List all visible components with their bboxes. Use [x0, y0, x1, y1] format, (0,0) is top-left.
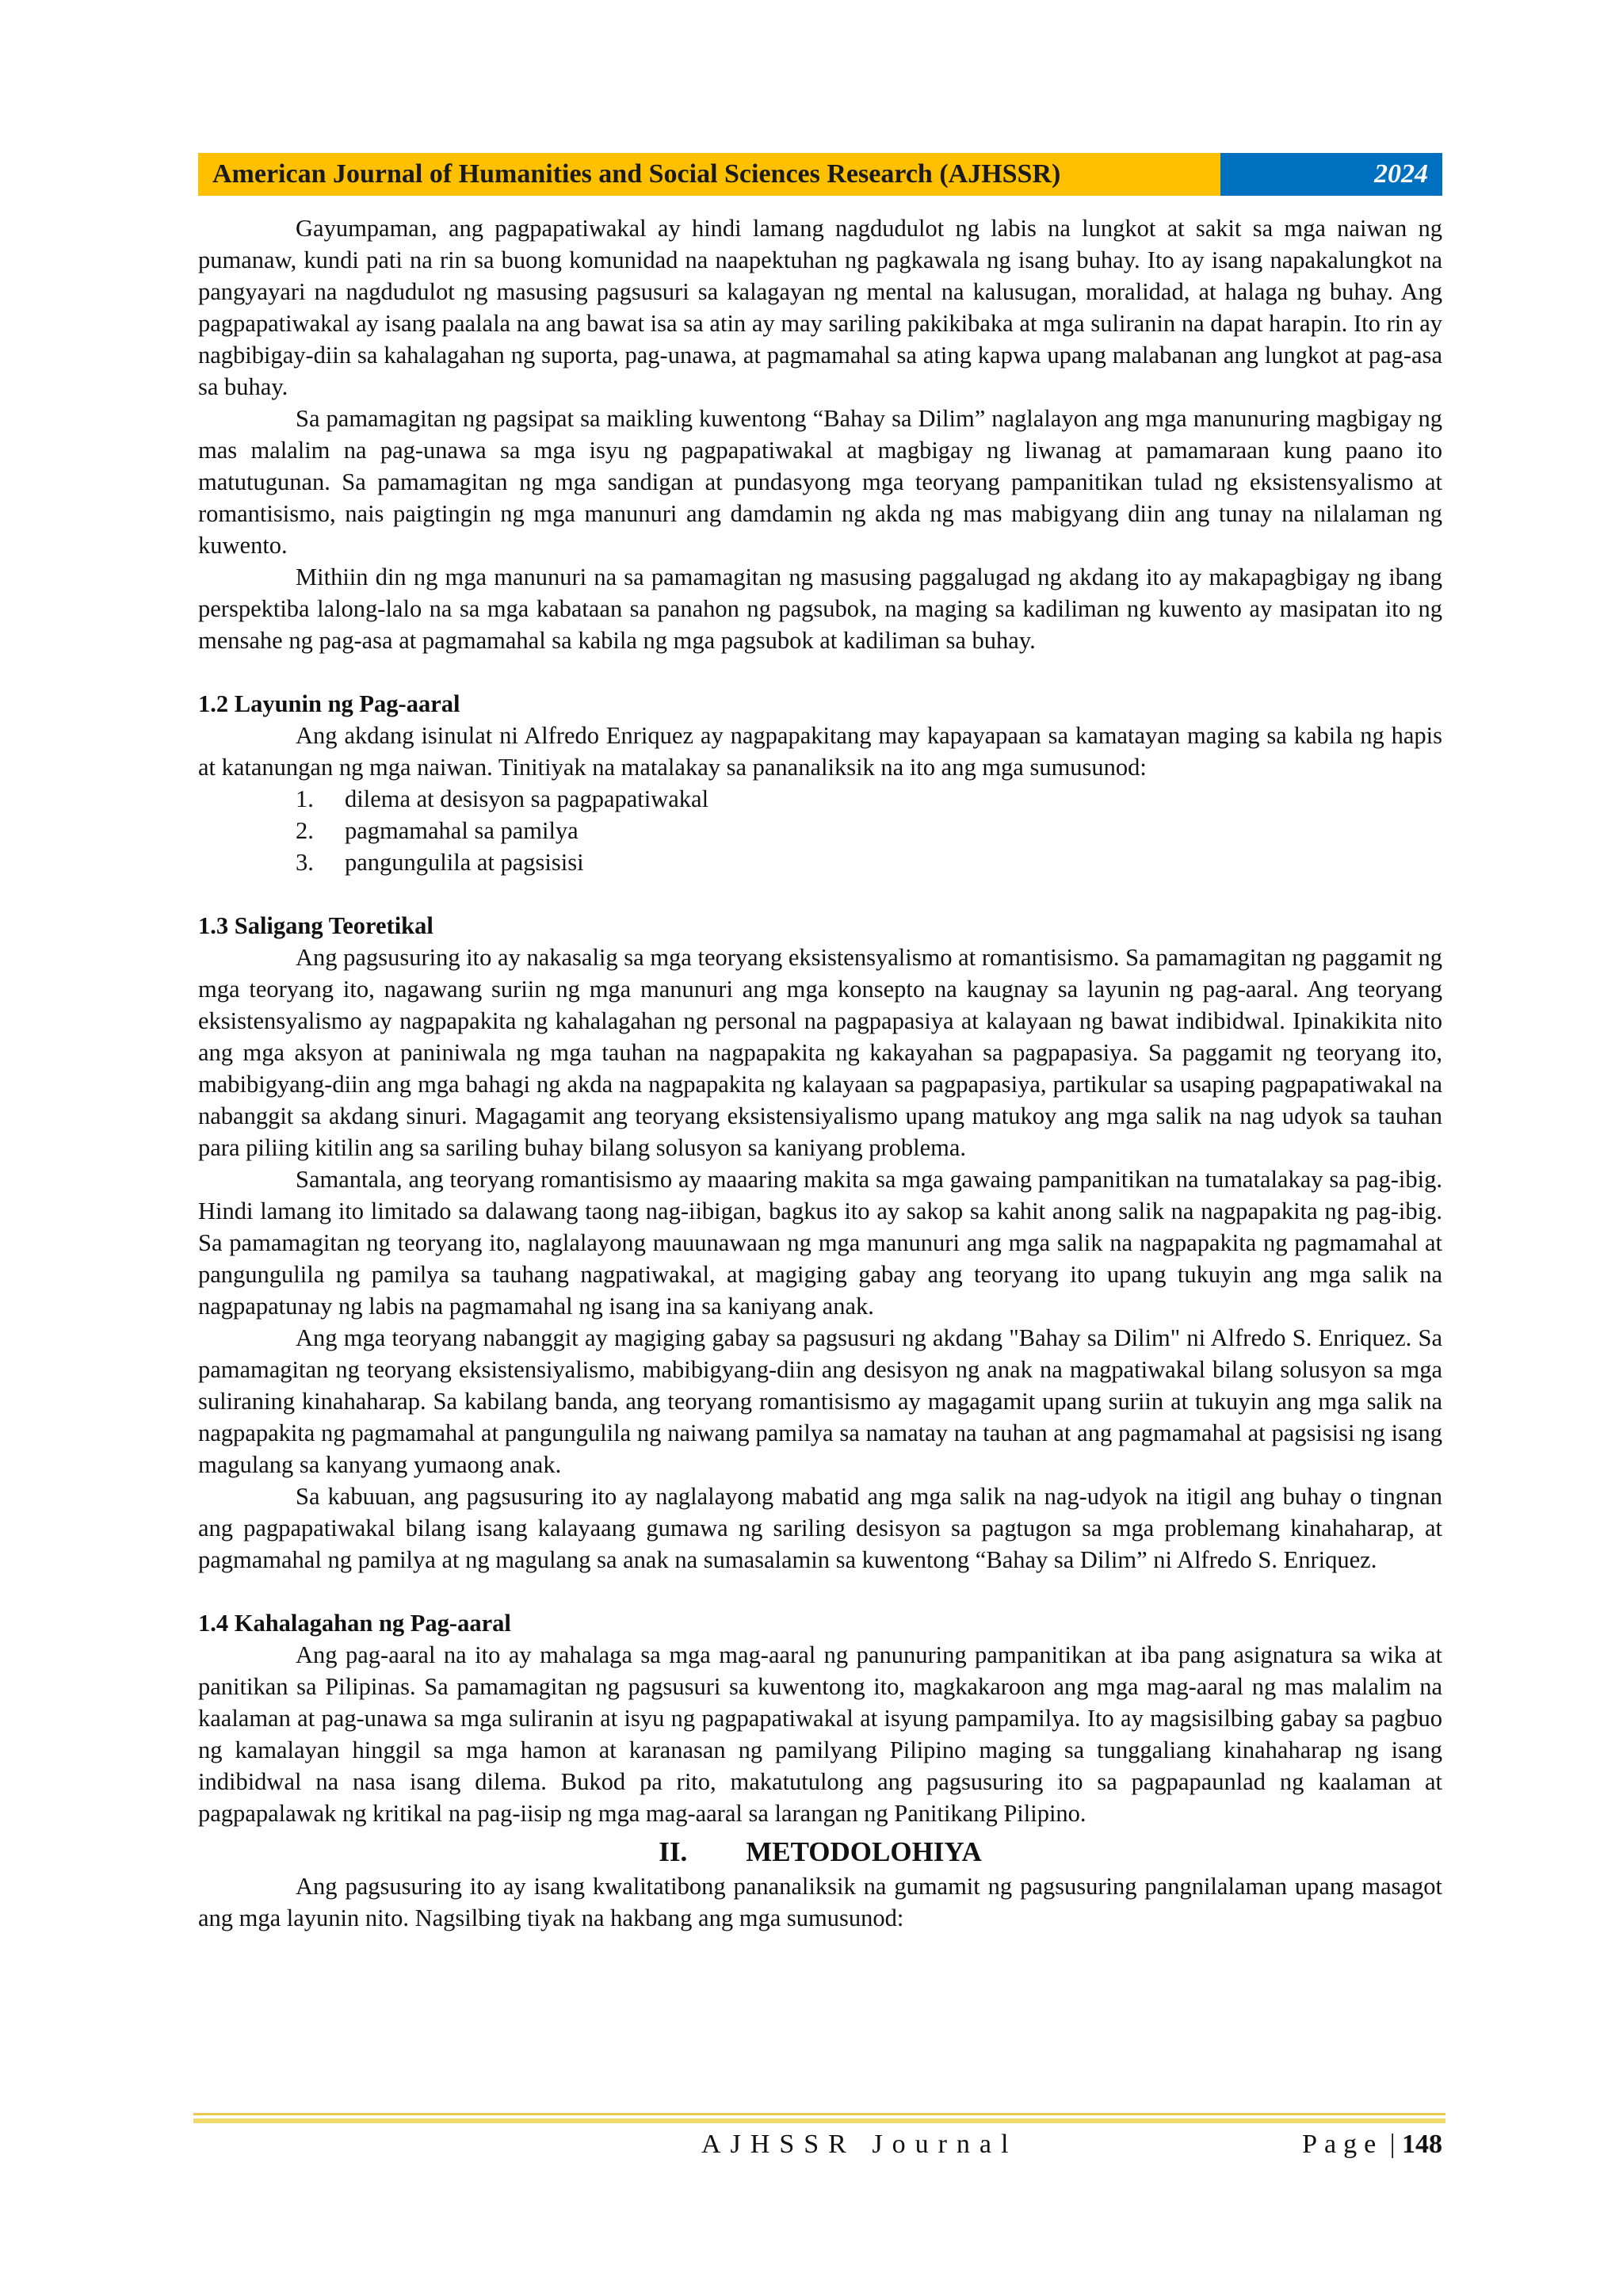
journal-title: American Journal of Humanities and Social Sciences Research (AJHSSR) [198, 153, 1220, 196]
list-item: 2. pagmamahal sa pamilya [296, 817, 579, 844]
section-heading-2 [198, 1834, 1442, 1870]
journal-year: 2024 [1220, 153, 1442, 196]
footer-page-number: Page | 148 [1302, 2130, 1442, 2159]
footer-divider [193, 2113, 1445, 2115]
footer-divider [193, 2118, 1445, 2123]
section-title: METODOLOHIYA [746, 1836, 982, 1867]
theory-paragraph-1: Ang pagsusuring ito ay nakasalig sa mga teoryang eksistensyalismo at romantisismo. Sa pamamagitan ng paggamit ng mga teoryang ito, nagawang suriin ng mga manunuri ang mga konsepto na kaugnay sa layunin ng pag-aaral. Ang teoryang eksistensyalismo ay nagpapakita ng kahalagahan ng personal na pagpapasiya at kalayaan ng bawat indibidwal. Ipinakikita nito ang mga aksyon at paniniwala ng mga tauhan na nagpapakita ng kakayahan sa pagpapasiya. Sa paggamit ng teoryang ito, mabibigyang-diin ang mga bahagi ng akda na nagpapakita ng kalayaan sa pagpapasiya, partikular sa usaping pagpapatiwakal na nabanggit sa akdang sinuri. Magagamit ang teoryang eksistensiyalismo upang matukoy ang mga salik na nag udyok sa tauhan para piliing kitilin ang sa sariling buhay bilang solusyon sa kaniyang problema. [198, 944, 1442, 1161]
objectives-list [198, 783, 1442, 878]
intro-paragraph-3: Mithiin din ng mga manunuri na sa pamamagitan ng masusing paggalugad ng akdang ito ay makapagbigay ng ibang perspektiba lalong-lalo na sa mga kabataan sa panahon ng pagsubok, na maging sa kadiliman ng kuwento ay masipatan ito ng mensahe ng pag-asa at pagmamahal sa kabila ng mga pagsubok at kadiliman sa buhay. [198, 563, 1442, 654]
section-heading-1-2: 1.2 Layunin ng Pag-aaral [198, 690, 460, 717]
page-number: 148 [1402, 2130, 1442, 2159]
article-body [198, 212, 1442, 1934]
intro-paragraph-2: Sa pamamagitan ng pagsipat sa maikling kuwentong “Bahay sa Dilim” naglalayon ang mga manunuring magbigay ng mas malalim na pag-unawa sa mga isyu ng pagpapatiwakal at magbigay ng liwanag at pamamaraan kung paano ito matutugunan. Sa pamamagitan ng mga sandigan at pundasyong mga teoryang pampanitikan tulad ng eksistensyalismo at romantisismo, nais paigtingin ng mga manunuri ang damdamin ng akda ng mas mabigyang diin ang tunay na nilalaman ng kuwento. [198, 405, 1442, 559]
methodology-paragraph: Ang pagsusuring ito ay isang kwalitatibong pananaliksik na gumamit ng pagsusuring pangnilalaman upang masagot ang mga layunin nito. Nagsilbing tiyak na hakbang ang mga sumusunod: [198, 1873, 1442, 1931]
objectives-intro: Ang akdang isinulat ni Alfredo Enriquez ay nagpapakitang may kapayapaan sa kamatayan maging sa kabila ng hapis at katanungan ng mga naiwan. Tinitiyak na matalakay sa pananaliksik na ito ang mga sumusunod: [198, 722, 1442, 781]
theory-paragraph-3: Ang mga teoryang nabanggit ay magiging gabay sa pagsusuri ng akdang "Bahay sa Dilim" ni Alfredo S. Enriquez. Sa pamamagitan ng teoryang eksistensiyalismo, mabibigyang-diin ang desisyon ng anak na magpatiwakal bilang solusyon sa mga suliraning kinahaharap. Sa kabilang banda, ang teoryang romantisismo ay magagamit upang suriin at tukuyin ang mga salik na nagpapakita ng pagmamahal at pangungulila ng naiwang pamilya sa namatay na tauhan at ang pagmamahal at pagsisisi ng isang magulang sa kanyang yumaong anak. [198, 1324, 1442, 1478]
section-heading-1-4: 1.4 Kahalagahan ng Pag-aaral [198, 1610, 511, 1637]
footer-journal-name: AJHSSR Journal [701, 2130, 1018, 2159]
journal-header [198, 153, 1442, 196]
theory-paragraph-2: Samantala, ang teoryang romantisismo ay maaaring makita sa mga gawaing pampanitikan na tumatalakay sa pag-ibig. Hindi lamang ito limitado sa dalawang taong nag-iibigan, bagkus ito ay sakop sa kahit anong salik na nagpapakita ng pag-ibig. Sa pamamagitan ng teoryang ito, naglalayong mauunawaan ng mga manunuri ang mga salik na nagpapakita ng pagmamahal at pangungulila ng pamilya sa tauhang nagpatiwakal, at magiging gabay ang teoryang ito upang tukuyin ang mga salik na nagpapatunay ng labis na pagmamahal ng isang ina sa kaniyang anak. [198, 1166, 1442, 1320]
section-roman-numeral: II. [659, 1836, 688, 1867]
section-heading-1-3: 1.3 Saligang Teoretikal [198, 912, 433, 939]
list-item: 1. dilema at desisyon sa pagpapatiwakal [296, 785, 709, 812]
intro-paragraph-1: Gayumpaman, ang pagpapatiwakal ay hindi lamang nagdudulot ng labis na lungkot at sakit sa mga naiwan ng pumanaw, kundi pati na rin sa buong komunidad na naapektuhan ng pagkawala ng isang buhay. Ito ay isang napakalungkot na pangyayari na nagdudulot ng masusing pagsusuri sa kalagayan ng mental na kalusugan, moralidad, at halaga ng buhay. Ang pagpapatiwakal ay isang paalala na ang bawat isa sa atin ay may sariling pakikibaka at mga suliranin na dapat harapin. Ito rin ay nagbibigay-diin sa kahalagahan ng suporta, pag-unawa, at pagmamahal sa ating kapwa upang malabanan ang lungkot at pag-asa sa buhay. [198, 215, 1442, 400]
significance-paragraph: Ang pag-aaral na ito ay mahalaga sa mga mag-aaral ng panunuring pampanitikan at iba pang asignatura sa wika at panitikan sa Pilipinas. Sa pamamagitan ng pagsusuri sa kuwentong ito, magkakaroon ang mga mag-aaral ng mas malalim na kaalaman at pag-unawa sa mga suliranin at isyu ng pagpapatiwakal at isyung pampamilya. Ito ay magsisilbing gabay sa pagbuo ng kamalayan hinggil sa mga hamon at karanasan ng pamilyang Pilipino maging sa tunggaliang kinahaharap ng isang indibidwal na nasa isang dilema. Bukod pa rito, makatutulong ang pagsusuring ito sa pagpapaunlad ng kaalaman at pagpapalawak ng kritikal na pag-iisip ng mga mag-aaral sa larangan ng Panitikang Pilipino. [198, 1641, 1442, 1827]
theory-paragraph-4: Sa kabuuan, ang pagsusuring ito ay naglalayong mabatid ang mga salik na nag-udyok na itigil ang buhay o tingnan ang pagpapatiwakal bilang isang kalayaang gumawa ng sariling desisyon sa pagtugon sa mga problemang kinahaharap, at pagmamahal ng pamilya at ng magulang sa anak na sumasalamin sa kuwentong “Bahay sa Dilim” ni Alfredo S. Enriquez. [198, 1483, 1442, 1573]
list-item: 3. pangungulila at pagsisisi [296, 849, 584, 876]
page-label: Page [1302, 2130, 1384, 2159]
